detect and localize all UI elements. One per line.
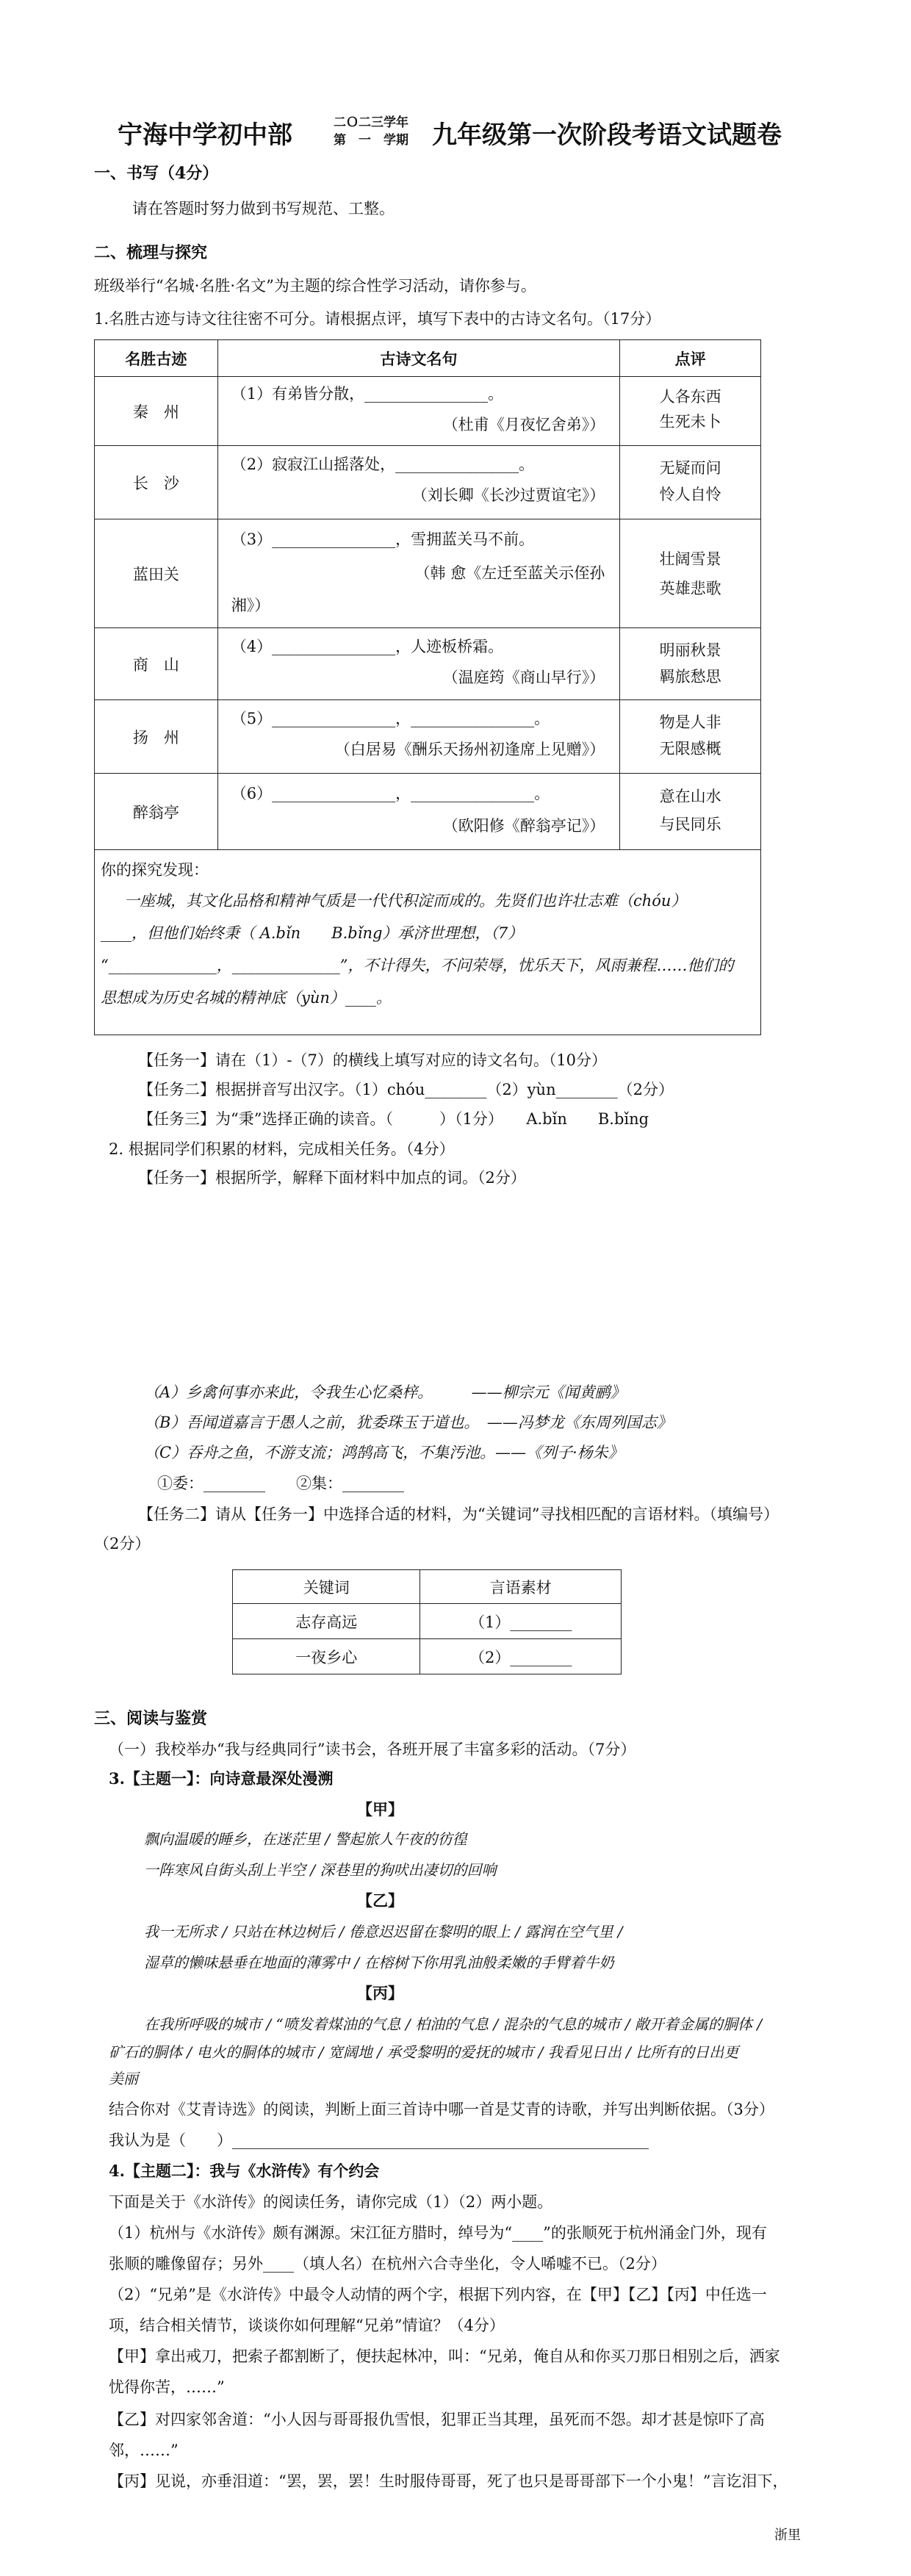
q2-task-2: 【任务二】请从【任务一】中选择合适的材料，为“关键词”寻找相匹配的言语材料。（填编号）	[138, 1505, 779, 1523]
line-cell	[217, 628, 619, 700]
page-footer: 浙里	[774, 2528, 801, 2543]
table-row	[95, 377, 761, 446]
q3-question: 结合你对《艾青诗选》的阅读，判断上面三首诗中哪一首是艾青的诗歌，并写出判断依据。（3分）	[109, 2101, 774, 2118]
explore-paragraph[interactable]: ____，但他们始终秉（ A.bǐn B.bǐng）承济世理想，（7）	[101, 924, 524, 942]
poem-yi-label: 【乙】	[357, 1891, 403, 1910]
header-comment: 点评	[620, 340, 761, 377]
comment-cell	[620, 700, 761, 774]
place-cell: 长 沙	[95, 446, 218, 519]
keyword-header: 关键词	[233, 1570, 420, 1604]
q4-intro: 下面是关于《水浒传》的阅读任务，请你完成（1）（2）两小题。	[109, 2193, 553, 2211]
poem-line[interactable]: （4）________________，人迹板桥霜。	[231, 638, 504, 655]
material-c: （C）吞舟之鱼，不游支流；鸿鹄高飞，不集汚池。——《列子·杨朱》	[144, 1444, 624, 1461]
header-place: 名胜古迹	[95, 340, 218, 377]
poem-jia-label: 【甲】	[357, 1800, 403, 1818]
poem-jia-line: 飘向温暖的睡乡，在迷茫里 / 警起旅人午夜的彷徨	[144, 1830, 467, 1848]
comment-line: 人各东西	[659, 388, 721, 406]
q4-excerpt-jia: 【甲】拿出戒刀，把索子都割断了，便扶起林冲，叫：“兄弟，俺自从和你买刀那日相别之后，洒家	[109, 2347, 780, 2365]
explore-paragraph: 一座城，其文化品格和精神气质是一代代积淀而成的。先贤们也许壮志难（chóu）	[124, 892, 687, 910]
q4-excerpt-jia-cont: 忧得你苦，……”	[109, 2378, 225, 2396]
keyword-header-row	[233, 1570, 622, 1604]
table-row	[95, 628, 761, 700]
question-3-title: 3.【主题一】：向诗意最深处漫溯	[109, 1769, 334, 1788]
comment-line: 生死未卜	[659, 413, 721, 431]
place-cell: 商 山	[95, 628, 218, 700]
comment-cell	[620, 519, 761, 628]
exam-term: 第 一 学期	[334, 133, 408, 148]
poetry-table	[94, 339, 761, 1035]
question-1: 1.名胜古迹与诗文往往密不可分。请根据点评，填写下表中的古诗文名句。（17分）	[94, 310, 661, 328]
comment-line: 物是人非	[659, 713, 721, 731]
poem-bing-line: 在我所呼吸的城市 / “喷发着煤油的气息 / 柏油的气息 / 混杂的气息的城市 / 敞开着金属的胴体 /	[144, 2015, 763, 2033]
section2-heading: 二、梳理与探究	[94, 243, 208, 262]
q4-part1-cont[interactable]: 张顺的雕像留存；另外____（填人名）在杭州六合寺坐化，令人唏嘘不已。（2分）	[109, 2255, 666, 2273]
table-row	[233, 1639, 622, 1674]
q4-excerpt-yi: 【乙】对四家邻舍道：“小人因与哥哥报仇雪恨，犯罪正当其理，虽死而不怨。却才甚是惊吓了高	[109, 2411, 765, 2428]
line-cell	[217, 519, 619, 628]
table-row	[95, 519, 761, 628]
explore-cell	[95, 850, 761, 1035]
question-2: 2. 根据同学们积累的材料，完成相关任务。（4分）	[109, 1140, 455, 1158]
poem-line[interactable]: （6）________________，________________。	[231, 785, 550, 802]
poem-source: （温庭筠《商山早行》）	[442, 669, 605, 686]
material-b: （B）吾闻道嘉言于愚人之前，犹委珠玉于道也。 ——冯梦龙《东周列国志》	[144, 1414, 672, 1431]
keyword-table	[232, 1569, 622, 1674]
poem-line[interactable]: （1）有弟皆分散，________________。	[231, 385, 504, 403]
keyword-cell: 一夜乡心	[233, 1639, 420, 1674]
q4-excerpt-bing: 【丙】见说，亦垂泪道：“罢，罢，罢！生时服侍哥哥，死了也只是哥哥部下一个小鬼！”言讫泪下，	[109, 2472, 788, 2490]
answer-cell[interactable]: （2）________	[420, 1639, 622, 1674]
comment-cell	[620, 774, 761, 850]
question-4-title: 4.【主题二】：我与《水浒传》有个约会	[109, 2162, 380, 2180]
poem-source: （韩 愈《左迁至蓝关示侄孙	[414, 564, 605, 582]
poem-source: （刘长卿《长沙过贾谊宅》）	[411, 486, 605, 504]
q4-part2: （2）“兄弟”是《水浒传》中最令人动情的两个字，根据下列内容，在【甲】【乙】【丙】中任选一	[109, 2286, 767, 2303]
poem-bing-label: 【丙】	[357, 1984, 403, 2002]
comment-cell	[620, 446, 761, 519]
comment-line: 无限感概	[659, 740, 721, 758]
poem-yi-line: 湿草的懒味悬垂在地面的薄雾中 / 在榕树下你用乳油般柔嫩的手臂着牛奶	[144, 1954, 614, 1971]
comment-cell	[620, 628, 761, 700]
exam-school-name: 宁海中学初中部	[118, 120, 292, 150]
keyword-cell: 志存高远	[233, 1604, 420, 1639]
line-cell	[217, 774, 619, 850]
place-cell: 醉翁亭	[95, 774, 218, 850]
q1-task-3[interactable]: 【任务三】为“秉”选择正确的读音。（ ）（1分） A.bǐn B.bǐng	[138, 1110, 649, 1128]
place-cell: 扬 州	[95, 700, 218, 774]
material-header: 言语素材	[420, 1570, 622, 1604]
poem-line[interactable]: （2）寂寂江山摇落处，________________。	[231, 456, 535, 473]
comment-line: 英雄悲歌	[659, 580, 721, 597]
explore-paragraph[interactable]: 思想成为历史名城的精神底（yùn）____。	[101, 989, 392, 1007]
poem-source: （欧阳修《醉翁亭记》）	[442, 817, 605, 835]
word-definitions[interactable]: ①委：________ ②集：________	[157, 1475, 404, 1492]
q4-excerpt-yi-cont: 邻，……”	[109, 2442, 179, 2459]
table-header-row	[95, 340, 761, 377]
table-row	[95, 700, 761, 774]
q1-task-2[interactable]: 【任务二】根据拼音写出汉字。（1）chóu________（2）yùn________（2分）	[138, 1081, 674, 1098]
q2-task-1: 【任务一】根据所学，解释下面材料中加点的词。（2分）	[138, 1169, 526, 1187]
q4-part2-cont: 项，结合相关情节，谈谈你如何理解“兄弟”情谊？（4分）	[109, 2317, 505, 2334]
comment-line: 羁旅愁思	[659, 668, 721, 686]
poem-bing-line: 矿石的胴体 / 电火的胴体的城市 / 宽阔地 / 承受黎明的爱抚的城市 / 我看见日出 / 比所有的日出更	[109, 2043, 739, 2061]
section3-intro: （一）我校举办“我与经典同行”读书会，各班开展了丰富多彩的活动。（7分）	[109, 1741, 636, 1758]
poem-line[interactable]: （3）________________，雪拥蓝关马不前。	[231, 530, 535, 548]
section2-intro: 班级举行“名城·名胜·名文”为主题的综合性学习活动，请你参与。	[94, 277, 536, 295]
line-cell	[217, 377, 619, 446]
poem-jia-line: 一阵寒风自街头刮上半空 / 深巷里的狗吠出凄切的回响	[144, 1861, 497, 1879]
q1-task-1: 【任务一】请在（1）-（7）的横线上填写对应的诗文名句。（10分）	[138, 1051, 608, 1069]
comment-line: 意在山水	[659, 788, 721, 805]
exam-title: 九年级第一次阶段考语文试题卷	[432, 120, 782, 150]
comment-line: 无疑而问	[659, 459, 721, 477]
poem-bing-line: 美丽	[109, 2070, 138, 2087]
section1-heading: 一、书写（4分）	[94, 164, 219, 183]
comment-line: 怜人自怜	[659, 486, 721, 503]
poem-source: （杜甫《月夜忆舍弟》）	[442, 416, 605, 433]
q4-part1[interactable]: （1）杭州与《水浒传》颇有渊源。宋江征方腊时，绰号为“____”的张顺死于杭州涌金门外，现有	[109, 2224, 767, 2242]
answer-cell[interactable]: （1）________	[420, 1604, 622, 1639]
comment-line: 明丽秋景	[659, 641, 721, 659]
line-cell	[217, 700, 619, 774]
explore-row	[95, 850, 761, 1035]
explore-label: 你的探究发现：	[101, 861, 209, 879]
comment-cell	[620, 377, 761, 446]
section1-text: 请在答题时努力做到书写规范、工整。	[132, 200, 395, 217]
poem-yi-line: 我一无所求 / 只站在林边树后 / 倦意迟迟留在黎明的眼上 / 露润在空气里 /	[144, 1923, 623, 1940]
table-row	[95, 446, 761, 519]
q3-answer-line[interactable]: 我认为是（ ）______________________________________________________	[109, 2131, 649, 2149]
explore-paragraph[interactable]: “______________，______________”，不计得失，不问荣辱，忧乐天下，风雨兼程……他们的	[101, 957, 734, 974]
table-row	[233, 1604, 622, 1639]
header-line: 古诗文名句	[217, 340, 619, 377]
poem-source-cont: 湘》）	[231, 597, 270, 614]
comment-line: 壮阔雪景	[659, 550, 721, 568]
exam-year-top: 二Ｏ二三学年	[334, 115, 408, 130]
place-cell: 蓝田关	[95, 519, 218, 628]
place-cell: 秦 州	[95, 377, 218, 446]
line-cell	[217, 446, 619, 519]
q2-task-2-score: （2分）	[94, 1535, 151, 1553]
poem-line[interactable]: （5）________________，________________。	[231, 710, 550, 727]
poem-source: （白居易《酬乐天扬州初逢席上见赠》）	[334, 741, 605, 758]
material-a: （A）乡禽何事亦来此，令我生心忆桑梓。 ——柳宗元《闻黄鹂》	[144, 1384, 626, 1401]
comment-line: 与民同乐	[659, 816, 721, 833]
table-row	[95, 774, 761, 850]
section3-heading: 三、阅读与鉴赏	[94, 1709, 208, 1728]
